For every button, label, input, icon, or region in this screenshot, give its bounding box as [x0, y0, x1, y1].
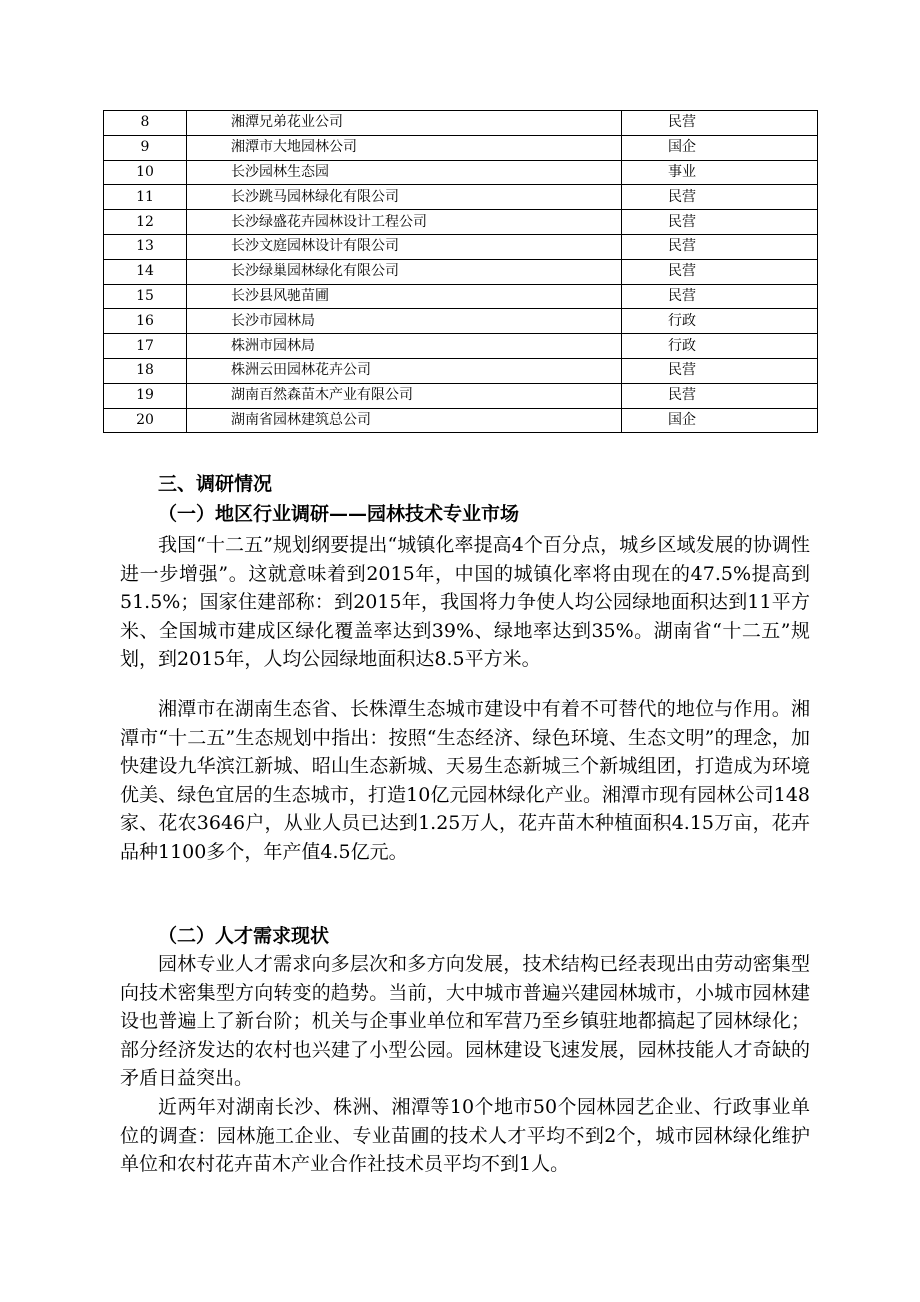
- subsection-2-title: （二）人才需求现状: [158, 925, 330, 947]
- table-row: [104, 284, 818, 309]
- cell-unit-type: 民营: [622, 383, 818, 408]
- cell-number: 13: [104, 234, 187, 259]
- cell-unit-type: 事业: [622, 160, 818, 185]
- cell-unit-type: 行政: [622, 334, 818, 359]
- cell-unit-name: 长沙市园林局: [187, 309, 622, 334]
- table-row: [104, 383, 818, 408]
- cell-unit-type: 民营: [622, 259, 818, 284]
- table-row: [104, 309, 818, 334]
- cell-unit-name: 湖南省园林建筑总公司: [187, 408, 622, 433]
- subsection-1-title: （一）地区行业调研——园林技术专业市场: [158, 503, 520, 525]
- cell-unit-type: 行政: [622, 309, 818, 334]
- cell-number: 17: [104, 334, 187, 359]
- cell-unit-name: 长沙绿巢园林绿化有限公司: [187, 259, 622, 284]
- cell-unit-name: 湖南百然森苗木产业有限公司: [187, 383, 622, 408]
- cell-unit-type: 民营: [622, 358, 818, 383]
- cell-number: 11: [104, 185, 187, 210]
- cell-unit-name: 株洲云田园林花卉公司: [187, 358, 622, 383]
- cell-unit-type: 民营: [622, 185, 818, 210]
- cell-unit-type: 民营: [622, 284, 818, 309]
- cell-unit-type: 国企: [622, 408, 818, 433]
- cell-unit-name: 长沙园林生态园: [187, 160, 622, 185]
- section-title: 三、调研情况: [158, 473, 273, 495]
- cell-unit-name: 长沙绿盛花卉园林设计工程公司: [187, 210, 622, 235]
- cell-number: 18: [104, 358, 187, 383]
- cell-unit-type: 民营: [622, 111, 818, 136]
- cell-unit-name: 湘潭兄弟花业公司: [187, 111, 622, 136]
- cell-number: 16: [104, 309, 187, 334]
- table-row: [104, 408, 818, 433]
- table-row: [104, 210, 818, 235]
- survey-units-table: [103, 110, 818, 433]
- table-row: [104, 111, 818, 136]
- cell-number: 15: [104, 284, 187, 309]
- table-row: [104, 334, 818, 359]
- cell-unit-name: 长沙县风驰苗圃: [187, 284, 622, 309]
- cell-unit-name: 长沙文庭园林设计有限公司: [187, 234, 622, 259]
- cell-unit-type: 民营: [622, 210, 818, 235]
- cell-unit-type: 民营: [622, 234, 818, 259]
- cell-unit-name: 株洲市园林局: [187, 334, 622, 359]
- cell-unit-type: 国企: [622, 135, 818, 160]
- table-row: [104, 185, 818, 210]
- paragraph-1: 我国“十二五”规划纲要提出“城镇化率提高4个百分点，城乡区域发展的协调性进一步增强”。这就意味着到2015年，中国的城镇化率将由现在的47.5%提高到51.5%；国家住建部称：到2015年，我国将力争使人均公园绿地面积达到11平方米、全国城市建成区绿化覆盖率达到39%、绿地率达到35%。湖南省“十二五”规划，到2015年，人均公园绿地面积达8.5平方米。: [120, 534, 810, 671]
- table-row: [104, 160, 818, 185]
- table-row: [104, 259, 818, 284]
- table-row: [104, 234, 818, 259]
- table-row: [104, 358, 818, 383]
- paragraph-3: 园林专业人才需求向多层次和多方向发展，技术结构已经表现出由劳动密集型向技术密集型方向转变的趋势。当前，大中城市普遍兴建园林城市，小城市园林建设也普遍上了新台阶；机关与企事业单位和军营乃至乡镇驻地都搞起了园林绿化；部分经济发达的农村也兴建了小型公园。园林建设飞速发展，园林技能人才奇缺的矛盾日益突出。: [120, 953, 810, 1090]
- cell-number: 14: [104, 259, 187, 284]
- cell-number: 20: [104, 408, 187, 433]
- cell-number: 9: [104, 135, 187, 160]
- cell-number: 8: [104, 111, 187, 136]
- cell-number: 19: [104, 383, 187, 408]
- cell-unit-name: 长沙跳马园林绿化有限公司: [187, 185, 622, 210]
- cell-number: 10: [104, 160, 187, 185]
- paragraph-2: 湘潭市在湖南生态省、长株潭生态城市建设中有着不可替代的地位与作用。湘潭市“十二五”生态规划中指出：按照“生态经济、绿色环境、生态文明”的理念，加快建设九华滨江新城、昭山生态新城、天易生态新城三个新城组团，打造成为环境优美、绿色宜居的生态城市，打造10亿元园林绿化产业。湘潭市现有园林公司148家、花农3646户，从业人员已达到1.25万人，花卉苗木种植面积4.15万亩，花卉品种1100多个，年产值4.5亿元。: [120, 698, 810, 863]
- cell-unit-name: 湘潭市大地园林公司: [187, 135, 622, 160]
- paragraph-4: 近两年对湖南长沙、株洲、湘潭等10个地市50个园林园艺企业、行政事业单位的调查：园林施工企业、专业苗圃的技术人才平均不到2个，城市园林绿化维护单位和农村花卉苗木产业合作社技术员平均不到1人。: [120, 1096, 810, 1176]
- table-row: [104, 135, 818, 160]
- cell-number: 12: [104, 210, 187, 235]
